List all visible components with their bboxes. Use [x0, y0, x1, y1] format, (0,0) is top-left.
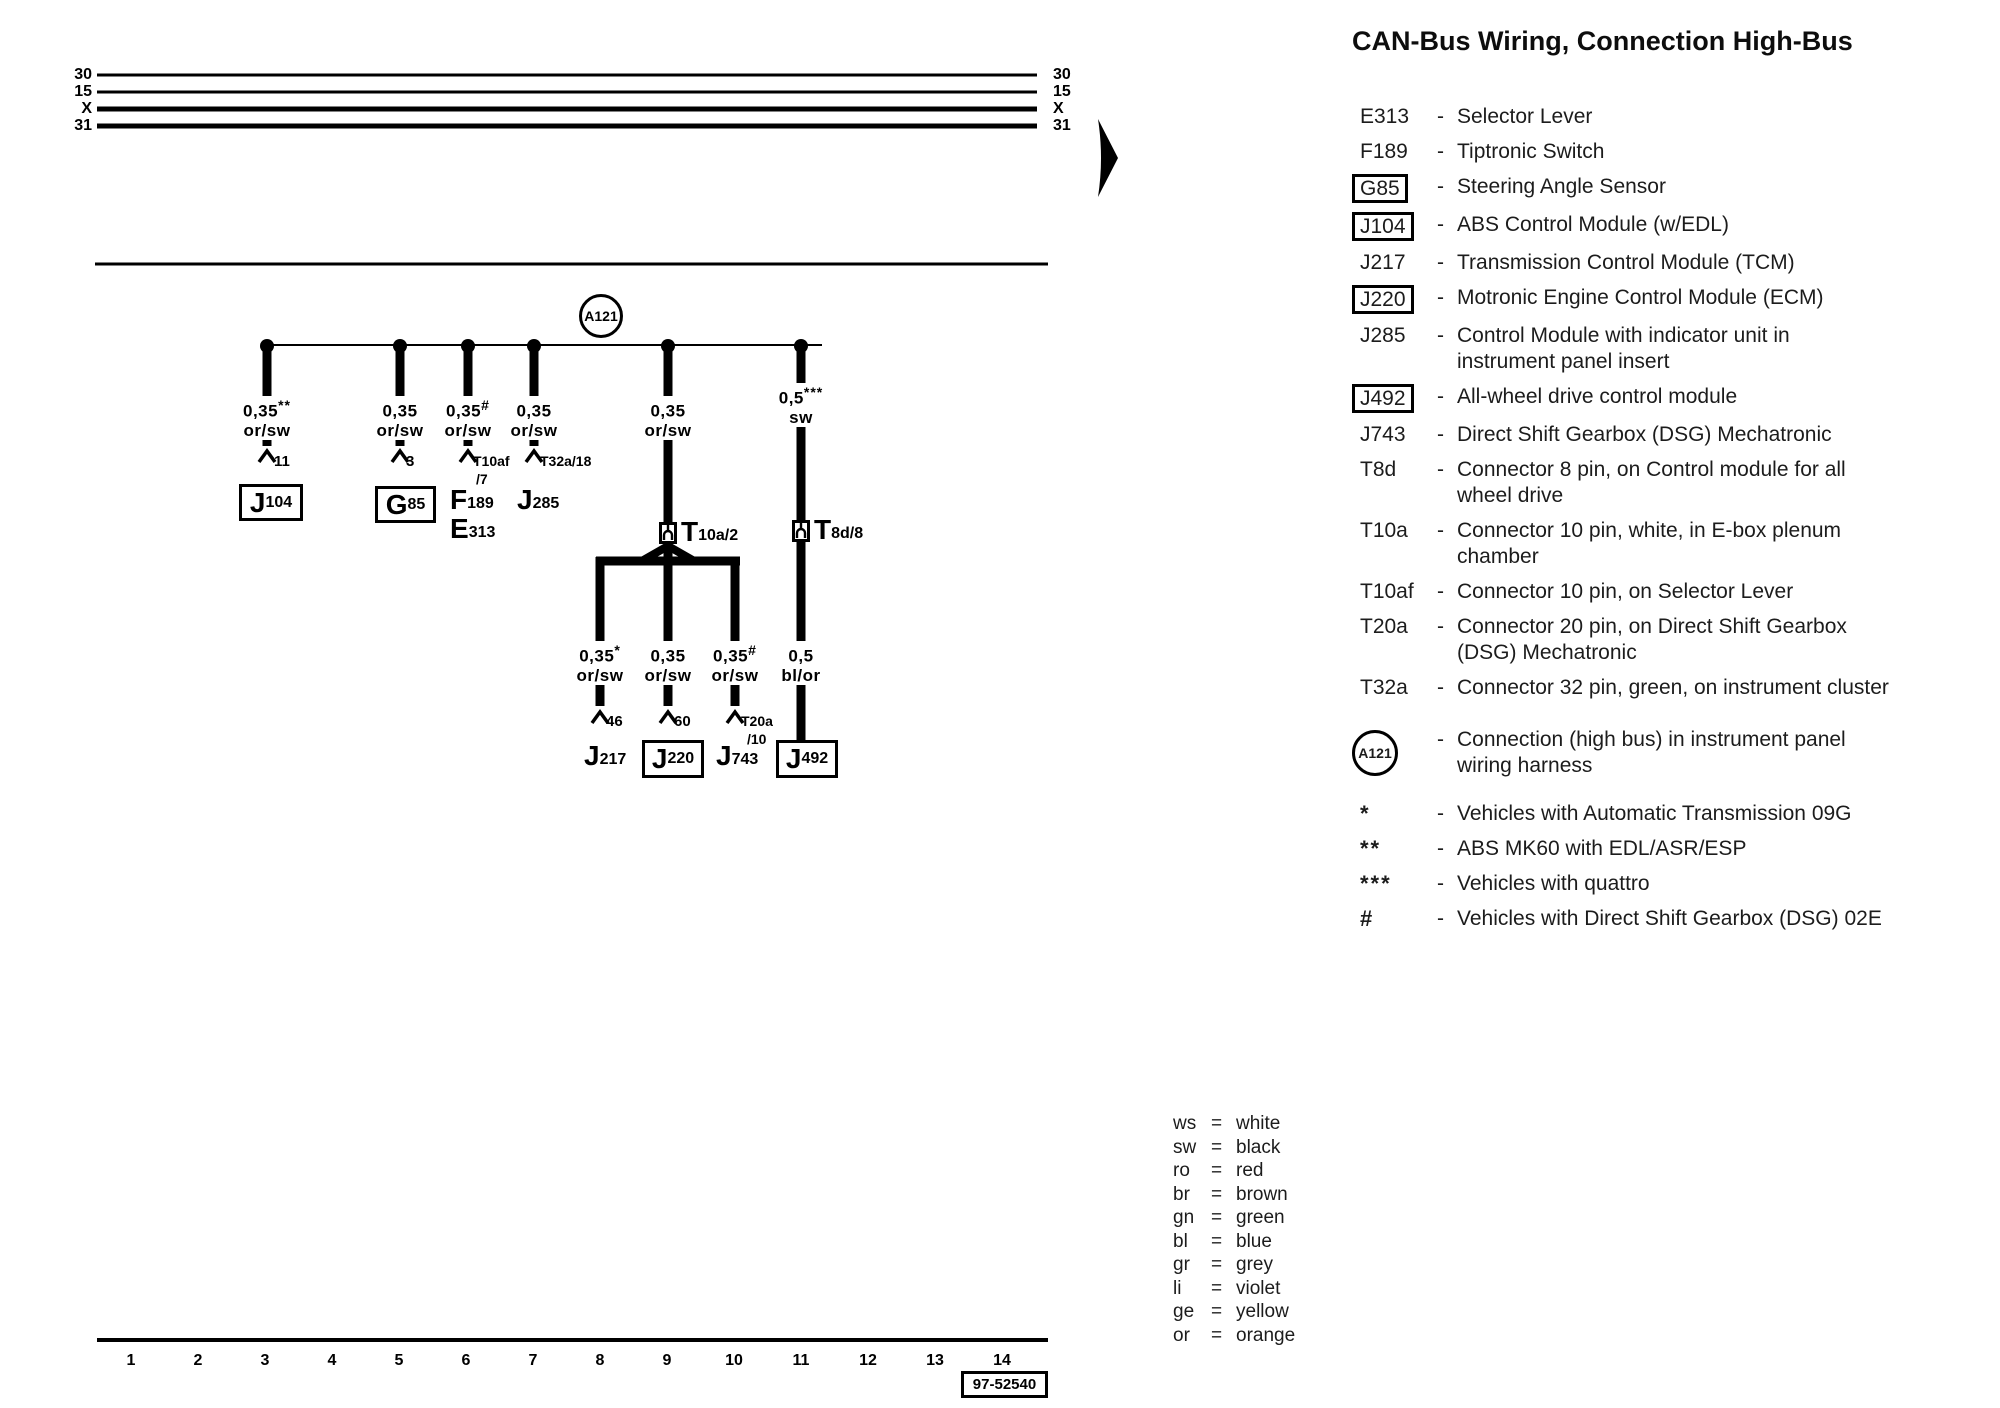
grid-number: 1: [126, 1352, 136, 1369]
component-box-g85: G 85: [375, 486, 436, 523]
wire-label: 0,35* or/sw: [560, 641, 640, 685]
legend-desc-line2: wiring harness: [1457, 754, 1593, 777]
connector-arch-icon: [795, 523, 807, 539]
footnote-desc: ABS MK60 with EDL/ASR/ESP: [1457, 837, 1747, 860]
legend-row: [1352, 250, 1952, 276]
color-name: brown: [1236, 1183, 1288, 1205]
equals-sign: =: [1211, 1230, 1223, 1252]
legend-desc-line2: wheel drive: [1457, 484, 1564, 507]
color-code: br: [1173, 1183, 1190, 1205]
connector-label-t8d8: T8d/8: [814, 514, 864, 545]
legend-code: T32a: [1360, 676, 1408, 699]
rail-15-label-left: 15: [74, 83, 92, 100]
grid-number: 9: [662, 1352, 672, 1369]
legend-desc: Transmission Control Module (TCM): [1457, 251, 1795, 274]
legend-code: J217: [1360, 251, 1406, 274]
wire-label: 0,35 or/sw: [628, 641, 708, 685]
grid-number: 13: [926, 1352, 944, 1369]
legend-desc-line2: chamber: [1457, 545, 1539, 568]
footnote-row: [1352, 906, 1952, 932]
legend-code-boxed: J492: [1352, 384, 1414, 413]
legend-desc: Steering Angle Sensor: [1457, 175, 1666, 198]
legend-dash: -: [1437, 251, 1444, 274]
color-code: bl: [1173, 1230, 1188, 1252]
wire-label: 0,35 or/sw: [494, 396, 574, 440]
color-row: [1173, 1253, 1295, 1277]
color-row: [1173, 1324, 1295, 1348]
legend-dash: -: [1437, 676, 1444, 699]
color-code: ge: [1173, 1301, 1195, 1322]
legend-desc: Connector 10 pin, white, in E-box plenum: [1457, 519, 1842, 542]
color-row: [1173, 1206, 1295, 1230]
color-code: li: [1173, 1277, 1182, 1299]
color-name: yellow: [1236, 1301, 1289, 1322]
color-name: white: [1236, 1113, 1281, 1134]
rail-30-label-right: 30: [1053, 66, 1071, 83]
footnote-symbol: ***: [1360, 871, 1392, 896]
equals-sign: =: [1211, 1324, 1223, 1346]
grid-number: 11: [792, 1352, 810, 1369]
wire-label: 0,5 bl/or: [761, 641, 841, 685]
equals-sign: =: [1211, 1113, 1223, 1134]
grid-number: 6: [461, 1352, 471, 1369]
component-box-j104: J 104: [239, 484, 303, 521]
legend-dash: -: [1437, 519, 1444, 542]
equals-sign: =: [1211, 1301, 1223, 1322]
legend-row: [1352, 614, 1952, 666]
document-number: 97-52540: [972, 1376, 1037, 1393]
footnote-mark: #: [748, 642, 757, 658]
connector-symbol-t8d: [792, 520, 810, 542]
color-row: [1173, 1136, 1295, 1160]
legend-desc: Connector 32 pin, green, on instrument cluster: [1457, 676, 1889, 699]
legend-desc: ABS Control Module (w/EDL): [1457, 213, 1729, 236]
wire-label: 0,35# or/sw: [695, 641, 775, 685]
color-code: gn: [1173, 1207, 1195, 1228]
legend-row: [1352, 422, 1952, 448]
footnote-desc: Vehicles with quattro: [1457, 872, 1650, 895]
footnote-row: [1352, 801, 1952, 827]
component-box-j492: J 492: [776, 740, 838, 778]
footnote-symbol: #: [1360, 906, 1375, 931]
legend-desc: Control Module with indicator unit in: [1457, 324, 1790, 347]
equals-sign: =: [1211, 1277, 1223, 1299]
rail-x-label-left: X: [81, 100, 92, 117]
footnote-desc: Vehicles with Direct Shift Gearbox (DSG) 02E: [1457, 907, 1882, 930]
legend-dash: -: [1437, 728, 1444, 751]
pin-label-60: 60: [674, 713, 691, 730]
wire-label: 0,35** or/sw: [227, 396, 307, 440]
a121-legend-code: A121: [1358, 745, 1392, 761]
pin-label-11: 11: [274, 453, 290, 470]
grid-number: 7: [528, 1352, 538, 1369]
footnote-mark: **: [278, 397, 291, 413]
grid-number: 3: [260, 1352, 270, 1369]
wire-label: 0,35 or/sw: [628, 396, 708, 440]
legend-desc: Connector 10 pin, on Selector Lever: [1457, 580, 1794, 603]
legend-desc: Selector Lever: [1457, 105, 1593, 128]
footnote-mark: ***: [803, 384, 824, 400]
grid-number: 2: [193, 1352, 203, 1369]
footnote-mark: *: [614, 642, 621, 658]
legend-desc: Motronic Engine Control Module (ECM): [1457, 286, 1824, 309]
legend-code: T10af: [1360, 580, 1414, 603]
equals-sign: =: [1211, 1207, 1223, 1228]
legend-code: T10a: [1360, 519, 1408, 542]
grid-number: 10: [725, 1352, 743, 1369]
color-code: ws: [1173, 1113, 1197, 1134]
pin-label-t10af: T10af: [473, 453, 510, 469]
footnote-row: [1352, 871, 1952, 897]
legend-dash: -: [1437, 385, 1444, 408]
legend-desc-line2: instrument panel insert: [1457, 350, 1670, 373]
equals-sign: =: [1211, 1160, 1223, 1181]
grid-number: 12: [859, 1352, 877, 1369]
rail-x-label-right: X: [1053, 100, 1064, 117]
pin-label-t20a: T20a: [741, 713, 773, 729]
color-name: green: [1236, 1207, 1285, 1228]
color-row: [1173, 1277, 1295, 1301]
footnote-symbol: **: [1360, 836, 1382, 861]
footnote-desc: Vehicles with Automatic Transmission 09G: [1457, 802, 1852, 825]
color-code: gr: [1173, 1254, 1190, 1275]
equals-sign: =: [1211, 1136, 1223, 1158]
legend-desc: Direct Shift Gearbox (DSG) Mechatronic: [1457, 423, 1832, 446]
legend-row-a121: [1352, 727, 1952, 779]
connection-a121-circle: [579, 294, 623, 338]
rail-15-label-right: 15: [1053, 83, 1071, 100]
legend-code: T8d: [1360, 458, 1397, 481]
grid-number: 4: [327, 1352, 337, 1369]
color-name: violet: [1236, 1277, 1281, 1299]
footnote-symbol: *: [1360, 801, 1371, 826]
wire-color-legend: [1173, 1112, 1295, 1347]
rail-30-label-left: 30: [74, 66, 92, 83]
legend-dash: -: [1437, 580, 1444, 603]
footnote-mark: #: [481, 397, 490, 413]
legend-row: [1352, 518, 1952, 570]
rail-31-label-left: 31: [74, 117, 92, 134]
legend-code: E313: [1360, 105, 1410, 128]
legend-code-boxed: J220: [1352, 285, 1414, 314]
legend-row: [1352, 384, 1952, 413]
connector-label-t10a2: T10a/2: [681, 516, 739, 547]
legend-code: J285: [1360, 324, 1406, 347]
legend-dash: -: [1437, 423, 1444, 446]
legend-dash: -: [1437, 872, 1444, 895]
legend-dash: -: [1437, 105, 1444, 128]
legend-desc-line2: (DSG) Mechatronic: [1457, 641, 1637, 664]
legend-code: T20a: [1360, 615, 1408, 638]
color-name: black: [1236, 1136, 1281, 1158]
pin-label-t10af-2: /7: [476, 471, 488, 487]
legend-dash: -: [1437, 175, 1444, 198]
legend-code-boxed: J104: [1352, 212, 1414, 241]
component-label-f189: F189: [450, 484, 494, 515]
component-label-j743: J743: [716, 740, 759, 771]
color-name: grey: [1236, 1254, 1273, 1275]
color-code: ro: [1173, 1160, 1190, 1181]
legend-dash: -: [1437, 615, 1444, 638]
component-box-j220: J 220: [642, 740, 704, 778]
document-number-box: [961, 1371, 1048, 1398]
legend-row: [1352, 174, 1952, 203]
color-row: [1173, 1230, 1295, 1254]
legend-code: F189: [1360, 140, 1408, 163]
legend-row: [1352, 285, 1952, 314]
component-legend: [1352, 104, 1952, 941]
grid-number: 8: [595, 1352, 605, 1369]
legend-dash: -: [1437, 907, 1444, 930]
wire-label: 0,35# or/sw: [428, 396, 508, 440]
legend-row: [1352, 323, 1952, 375]
equals-sign: =: [1211, 1254, 1223, 1275]
component-label-j217: J217: [584, 740, 627, 771]
legend-row: [1352, 212, 1952, 241]
legend-desc: Tiptronic Switch: [1457, 140, 1605, 163]
continuation-arrow-icon: [1098, 119, 1118, 197]
legend-dash: -: [1437, 286, 1444, 309]
color-row: [1173, 1183, 1295, 1207]
pin-label-46: 46: [606, 713, 623, 730]
color-name: orange: [1236, 1324, 1296, 1346]
legend-code-boxed: G85: [1352, 174, 1408, 203]
legend-row: [1352, 139, 1952, 165]
legend-dash: -: [1437, 458, 1444, 481]
pin-arrow-icon: [259, 451, 275, 462]
component-label-j285: J285: [517, 484, 560, 515]
color-row: [1173, 1112, 1295, 1136]
pin-label-t20a-2: /10: [747, 731, 767, 747]
legend-desc: Connection (high bus) in instrument panel: [1457, 728, 1846, 751]
legend-code: J743: [1360, 423, 1406, 446]
legend-desc: Connector 8 pin, on Control module for all: [1457, 458, 1846, 481]
equals-sign: =: [1211, 1183, 1223, 1205]
component-label-e313: E313: [450, 513, 496, 544]
color-name: blue: [1236, 1230, 1272, 1252]
pin-label-3: 3: [406, 453, 415, 470]
legend-dash: -: [1437, 324, 1444, 347]
wire-label: 0,5*** sw: [761, 383, 841, 427]
footnote-row: [1352, 836, 1952, 862]
pin-label-t32a18: T32a/18: [540, 453, 592, 469]
wire-label: 0,35 or/sw: [360, 396, 440, 440]
color-row: [1173, 1159, 1295, 1183]
legend-dash: -: [1437, 213, 1444, 236]
legend-desc: All-wheel drive control module: [1457, 385, 1738, 408]
legend-row: [1352, 579, 1952, 605]
color-name: red: [1236, 1160, 1264, 1181]
legend-row: [1352, 104, 1952, 130]
grid-number: 14: [993, 1352, 1011, 1369]
legend-desc: Connector 20 pin, on Direct Shift Gearbox: [1457, 615, 1847, 638]
connection-a121-label: A121: [584, 308, 618, 324]
a121-legend-circle: [1352, 730, 1398, 776]
connector-arch-icon: [662, 525, 674, 541]
rail-31-label-right: 31: [1053, 117, 1071, 134]
legend-dash: -: [1437, 802, 1444, 825]
legend-dash: -: [1437, 837, 1444, 860]
color-row: [1173, 1300, 1295, 1324]
legend-dash: -: [1437, 140, 1444, 163]
color-code: sw: [1173, 1136, 1197, 1158]
page-title: CAN-Bus Wiring, Connection High-Bus: [1352, 26, 1853, 56]
connector-symbol-t10a: [659, 522, 677, 544]
color-code: or: [1173, 1324, 1190, 1346]
legend-row: [1352, 457, 1952, 509]
grid-number: 5: [394, 1352, 404, 1369]
legend-row: [1352, 675, 1952, 701]
